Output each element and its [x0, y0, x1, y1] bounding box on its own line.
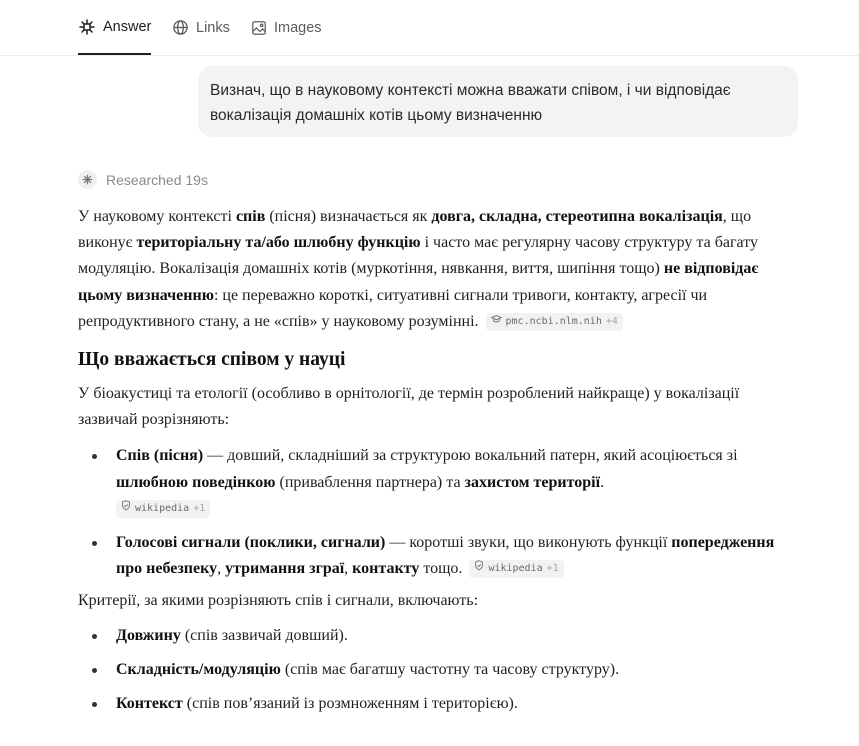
list-item — [78, 443, 798, 522]
intro-emphasis: територіальну та/або шлюбну функцію — [136, 234, 421, 252]
tab-answer-label: Answer — [103, 18, 152, 35]
criteria-list — [78, 623, 798, 718]
bullet-text: , — [217, 560, 226, 578]
source-chip-label: wikipedia — [135, 502, 190, 514]
bullet-text: , — [344, 560, 353, 578]
source-chip-label: wikipedia — [488, 563, 543, 575]
source-chip-count: +1 — [546, 563, 559, 575]
list-item — [78, 657, 798, 683]
section-lead: У біоакустиці та етології (особливо в орнітології, де термін розроблений найкраще) у вокалізації зазвичай розрізняють: — [78, 385, 740, 429]
list-item — [78, 623, 798, 649]
answer-icon — [78, 18, 96, 36]
bullet-emphasis: попередження про небезпеку — [116, 534, 775, 578]
intro-text: : це переважно короткі, ситуативні сигнали тривоги, контакту, агресії чи репродуктивного стану, а не «спів» у науковому розумінні. — [78, 286, 708, 330]
intro-term: спів — [235, 208, 266, 225]
intro-text: і часто має регулярну часову структуру та багату модуляцію. Вокалізація домашніх котів (муркотіння, нявкання, виття, шипіння тощо) — [78, 234, 758, 278]
bullet-emphasis: контакту — [352, 560, 420, 578]
source-chip[interactable] — [116, 500, 210, 518]
criterion-term: Довжину — [116, 626, 181, 644]
bullet-term: Голосові сигнали (поклики, сигнали) — [116, 534, 386, 552]
criteria-lead: Критерії, за якими розрізняють спів і сигнали, включають: — [78, 592, 479, 610]
bullet-text: — довший, складніший за структурою вокальний патерн, який асоціюється зі — [203, 447, 738, 465]
bullet-text: тощо. — [419, 560, 463, 578]
bullet-text: (приваблення партнера) та — [275, 473, 465, 491]
user-query-text: Визнач, що в науковому контексті можна вважати співом, і чи відповідає вокалізація домашніх котів цьому визначенню — [210, 82, 731, 124]
criterion-term: Складність/модуляцію — [116, 660, 281, 678]
globe-icon — [172, 19, 189, 36]
criterion-term: Контекст — [116, 695, 183, 713]
graduation-cap-icon — [491, 309, 502, 335]
criterion-text: (спів має багатшу частотну та часову структуру). — [280, 660, 620, 678]
research-status[interactable] — [78, 170, 208, 189]
criterion-text: (спів зазвичай довший). — [180, 626, 348, 644]
bullet-emphasis: шлюбною поведінкою — [116, 473, 276, 491]
bullet-emphasis: захистом території — [464, 473, 601, 491]
list-item — [78, 691, 798, 717]
answer-content — [78, 204, 798, 717]
research-icon — [78, 170, 97, 189]
tab-links-label: Links — [196, 19, 230, 36]
bullet-term: Спів (пісня) — [116, 447, 204, 465]
song-vs-call-list — [78, 443, 798, 582]
tab-links[interactable] — [172, 0, 230, 55]
intro-text: У науковому контексті — [78, 208, 236, 225]
source-chip-count: +1 — [193, 502, 206, 514]
user-query-bubble — [198, 66, 798, 137]
intro-paragraph — [78, 204, 798, 335]
shield-icon — [474, 556, 484, 582]
intro-text: , що виконує — [78, 208, 752, 252]
intro-text: (пісня) визначається як — [265, 208, 432, 225]
source-chip[interactable] — [486, 313, 623, 331]
image-icon — [251, 20, 267, 36]
bullet-emphasis: утримання зграї — [225, 560, 345, 578]
bullet-text: . — [600, 473, 605, 491]
source-chip-count: +4 — [605, 315, 618, 327]
research-status-label: Researched 19s — [106, 171, 208, 188]
tab-images[interactable] — [251, 0, 322, 55]
result-tabs — [0, 0, 859, 56]
intro-emphasis: не відповідає цьому визначенню — [78, 260, 759, 304]
list-item — [78, 530, 798, 582]
section-heading: Що вважається співом у науці — [78, 349, 346, 371]
shield-icon — [121, 496, 131, 522]
intro-emphasis: довга, складна, стереотипна вокалізація — [431, 208, 723, 225]
tab-answer[interactable] — [78, 0, 151, 55]
tab-images-label: Images — [274, 19, 322, 36]
criterion-text: (спів пов’язаний із розмноженням і територією). — [182, 695, 518, 713]
bullet-text: — коротші звуки, що виконують функції — [385, 534, 672, 552]
source-chip-label: pmc.ncbi.nlm.nih — [505, 315, 602, 327]
source-chip[interactable] — [469, 560, 563, 578]
